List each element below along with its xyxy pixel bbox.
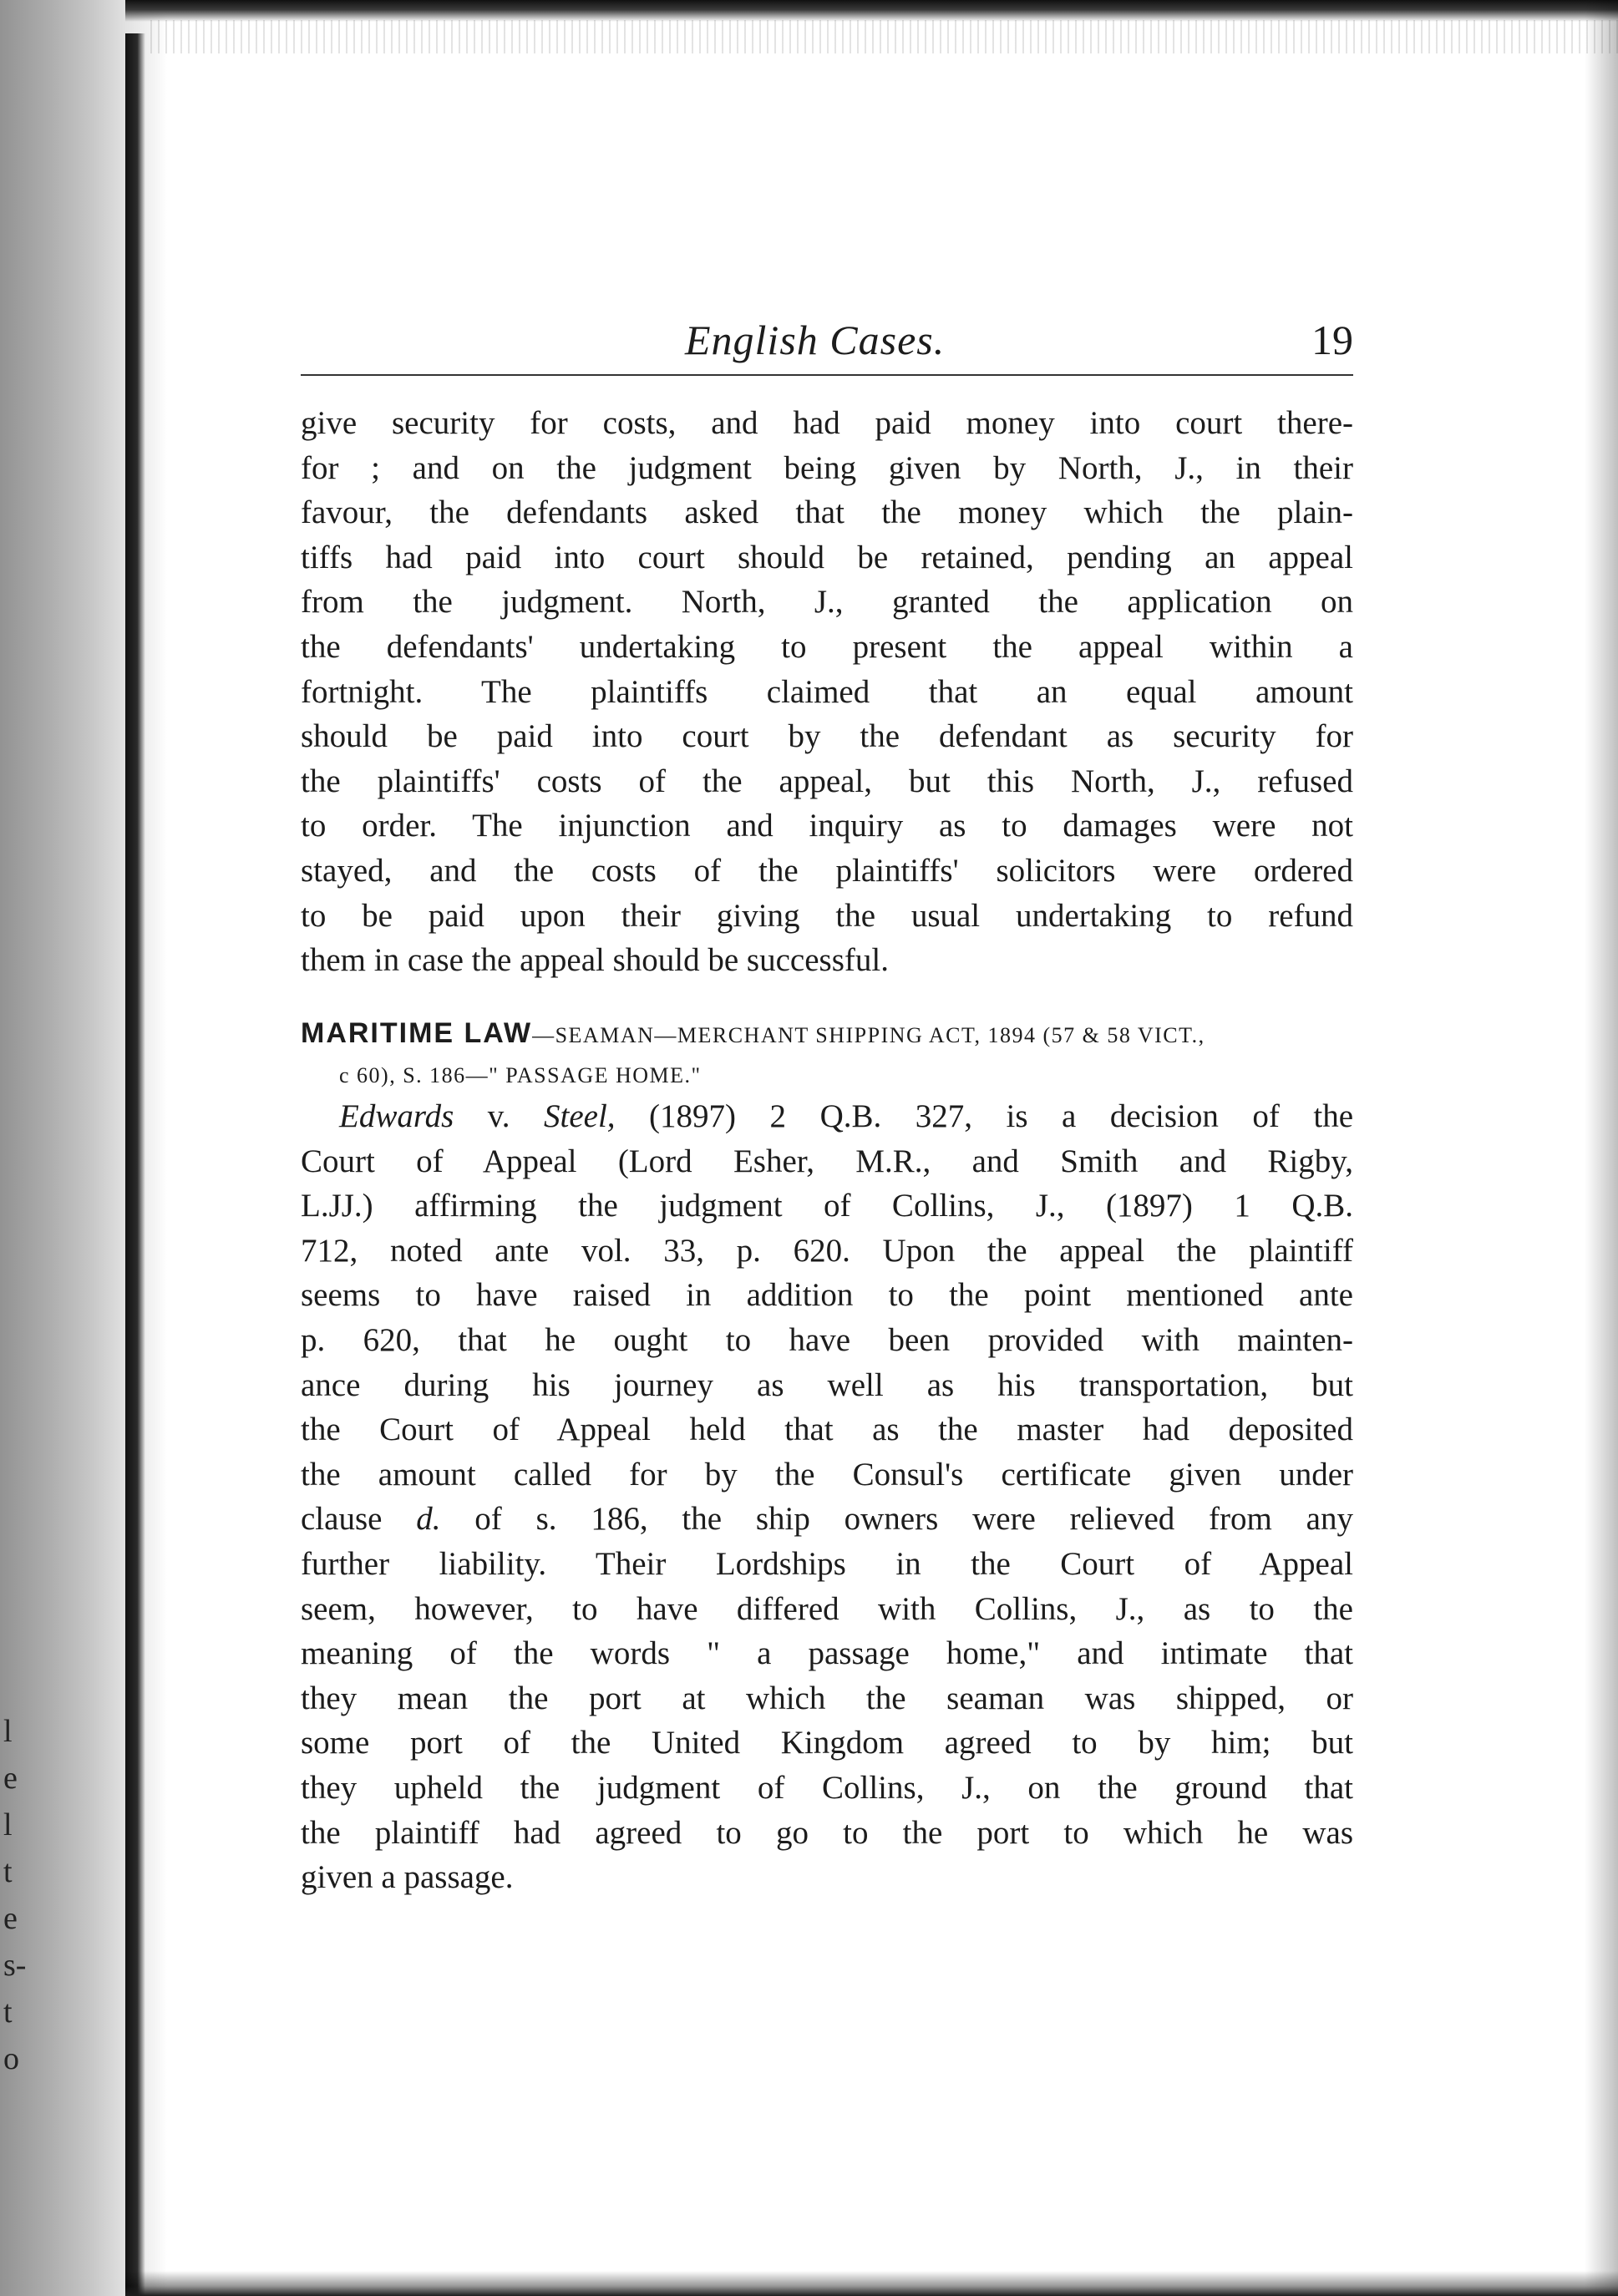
text-line: the Court of Appeal held that as the master had deposited [301,1412,1353,1448]
text-line: the amount called for by the Consul's certificate given under [301,1456,1353,1493]
text-line [301,1094,1353,1139]
fragment: l [3,1807,13,1842]
scan-top-edge [125,0,1618,22]
case-party: Steel, [544,1098,616,1134]
scan-top-speckle [150,20,1618,53]
text-line: give security for costs, and had paid money into court there- [301,405,1353,441]
running-title: English Cases. [685,317,946,363]
text-line: 712, noted ante vol. 33, p. 620. Upon the appeal the plaintiff [301,1232,1353,1269]
text-line: further liability. Their Lordships in the Court of Appeal [301,1545,1353,1582]
section-heading-sub: —SEAMAN—MERCHANT SHIPPING ACT, 1894 (57 & 58 VICT., [532,1023,1205,1047]
section-heading-main: MARITIME LAW [301,1017,533,1049]
scan-spine-edge [125,33,145,2296]
text-line: the defendants' undertaking to present the appeal within a [301,628,1353,665]
case-name: Edwards [339,1098,454,1134]
clause-letter: d. [416,1501,441,1538]
text-line: favour, the defendants asked that the money which the plain- [301,494,1353,531]
citation-text: (1897) 2 Q.B. 327, is a decision of the [615,1098,1354,1134]
text-line: they mean the port at which the seaman was shipped, or [301,1680,1353,1716]
text-line: some port of the United Kingdom agreed to by him; but [301,1725,1353,1761]
scan-right-edge [1585,0,1618,2296]
text-line: should be paid into court by the defendant as security for [301,718,1353,755]
text-line: for ; and on the judgment being given by North, J., in their [301,449,1353,486]
text-line: to order. The injunction and inquiry as to damages were not [301,808,1353,844]
text-line: ance during his journey as well as his transportation, but [301,1366,1353,1403]
facing-page-fragments [3,1708,28,2082]
text-line: stayed, and the costs of the plaintiffs' solicitors were ordered [301,852,1353,889]
text-line: they upheld the judgment of Collins, J., on the ground that [301,1769,1353,1806]
scan-bottom-edge [125,2271,1618,2296]
clause-rest: of s. 186, the ship owners were relieved from any [440,1501,1353,1538]
fragment: l [3,1714,13,1749]
section-heading-maritime-law [301,1015,1353,1094]
text-line [301,1497,1353,1542]
text-line: to be paid upon their giving the usual undertaking to refund [301,897,1353,934]
clause-prefix: clause [301,1501,417,1538]
text-line: from the judgment. North, J., granted the application on [301,584,1353,621]
section-heading-line-2: c 60), S. 186—" PASSAGE HOME." [339,1063,702,1087]
versus: v. [454,1098,544,1134]
text-line: meaning of the words " a passage home," and intimate that [301,1635,1353,1672]
text-line: Court of Appeal (Lord Esher, M.R., and Smith and Rigby, [301,1143,1353,1179]
text-line: the plaintiffs' costs of the appeal, but this North, J., refused [301,763,1353,799]
fragment: t [3,1854,13,1889]
text-line: tiffs had paid into court should be retained, pending an appeal [301,539,1353,575]
fragment: e [3,1901,18,1936]
fragment: e [3,1761,18,1796]
paragraph-edwards-v-steel [301,1094,1353,1900]
text-line: seems to have raised in addition to the point mentioned ante [301,1277,1353,1314]
text-line: p. 620, that he ought to have been provided with mainten- [301,1321,1353,1358]
running-head [301,316,1353,383]
section-heading-line-1 [301,1015,1353,1057]
fragment: o [3,2041,19,2076]
paragraph-costs-security [301,401,1353,983]
text-line: seem, however, to have differed with Collins, J., as to the [301,1590,1353,1627]
page-number: 19 [1311,317,1353,363]
text-line: L.JJ.) affirming the judgment of Collins, J., (1897) 1 Q.B. [301,1188,1353,1224]
text-line: fortnight. The plaintiffs claimed that an equal amount [301,673,1353,710]
text-line: them in case the appeal should be successful. [301,942,889,979]
fragment: t [3,1994,13,2030]
text-line: the plaintiff had agreed to go to the port to which he was [301,1814,1353,1851]
text-line: given a passage. [301,1859,514,1896]
fragment: s- [3,1948,27,1983]
header-rule [301,374,1353,376]
